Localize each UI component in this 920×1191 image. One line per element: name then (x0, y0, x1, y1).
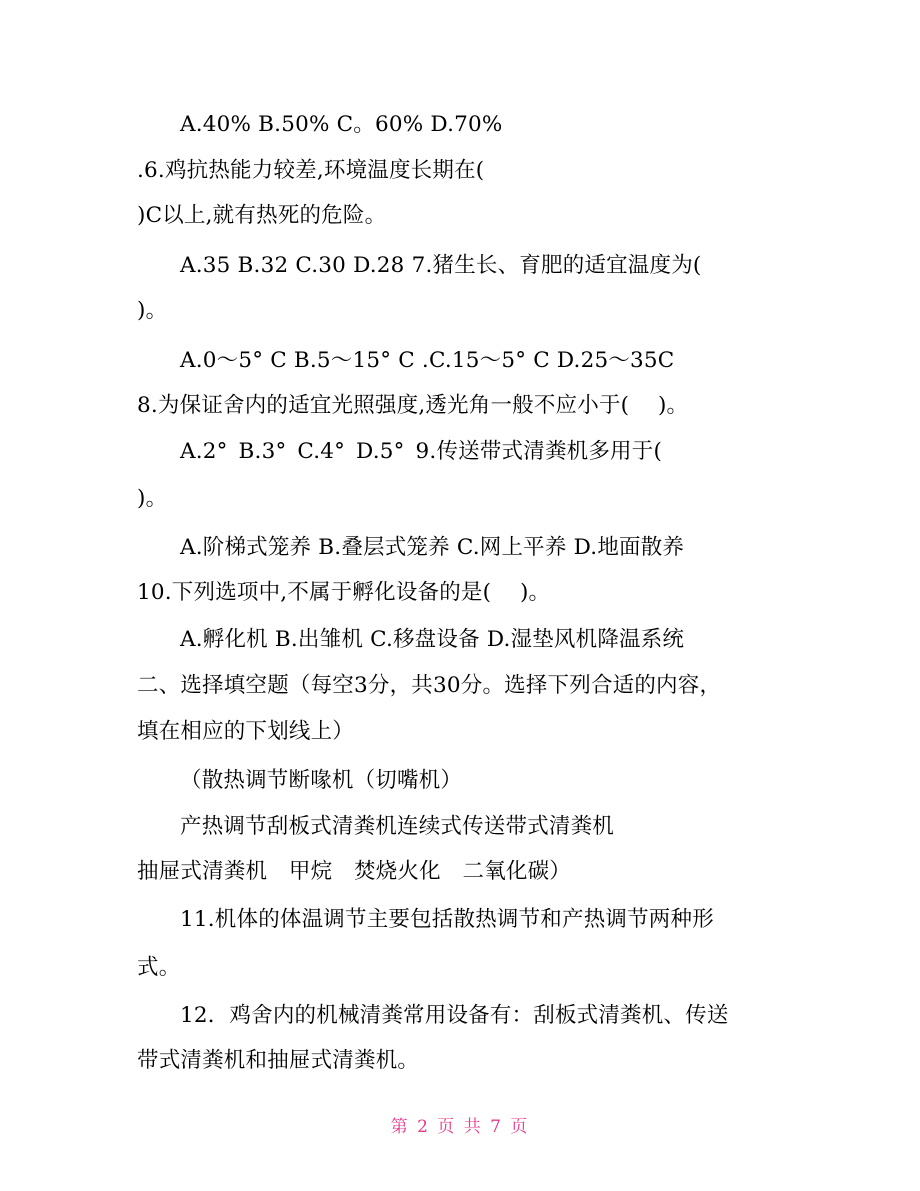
options-q9: A.阶梯式笼养 B.叠层式笼养 C.网上平养 D.地面散养 (180, 535, 685, 560)
section-2-heading-cont: 填在相应的下划线上） (137, 719, 355, 744)
question-7-cont: )。 (137, 298, 168, 323)
question-8: 8.为保证舍内的适宜光照强度,透光角一般不应小于( )。 (137, 393, 689, 418)
options-q10: A.孵化机 B.出雏机 C.移盘设备 D.湿垫风机降温系统 (180, 627, 685, 652)
question-12: 12．鸡舍内的机械清粪常用设备有：刮板式清粪机、传送 (180, 1003, 729, 1028)
question-9-cont: )。 (137, 486, 168, 511)
section-2-heading: 二、选择填空题（每空3分，共30分。选择下列合适的内容， (137, 673, 722, 698)
question-11-cont: 式。 (137, 955, 181, 980)
question-10: 10.下列选项中,不属于孵化设备的是( )。 (137, 580, 551, 605)
question-12-cont: 带式清粪机和抽屉式清粪机。 (137, 1048, 420, 1073)
options-q7: A.0～5° C B.5～15° C .C.15～5° C D.25～35C (180, 348, 675, 373)
question-6-cont: )C以上,就有热死的危险。 (137, 203, 387, 228)
question-6: .6.鸡抗热能力较差,环境温度长期在( (137, 158, 485, 183)
question-11: 11.机体的体温调节主要包括散热调节和产热调节两种形 (180, 907, 714, 932)
word-bank-line-1: （散热调节断喙机（切嘴机） (180, 768, 463, 793)
options-q8-question-9: A.2° B.3° C.4° D.5° 9.传送带式清粪机多用于( (180, 439, 663, 464)
word-bank-line-3: 抽屉式清粪机 甲烷 焚烧火化 二氧化碳） (137, 859, 572, 884)
options-q6-question-7: A.35 B.32 C.30 D.28 7.猪生长、育肥的适宜温度为( (180, 253, 702, 278)
word-bank-line-2: 产热调节刮板式清粪机连续式传送带式清粪机 (180, 814, 615, 839)
page-number-footer: 第 2 页 共 7 页 (390, 1117, 530, 1137)
options-q5: A.40% B.50% C。60% D.70% (180, 112, 503, 137)
